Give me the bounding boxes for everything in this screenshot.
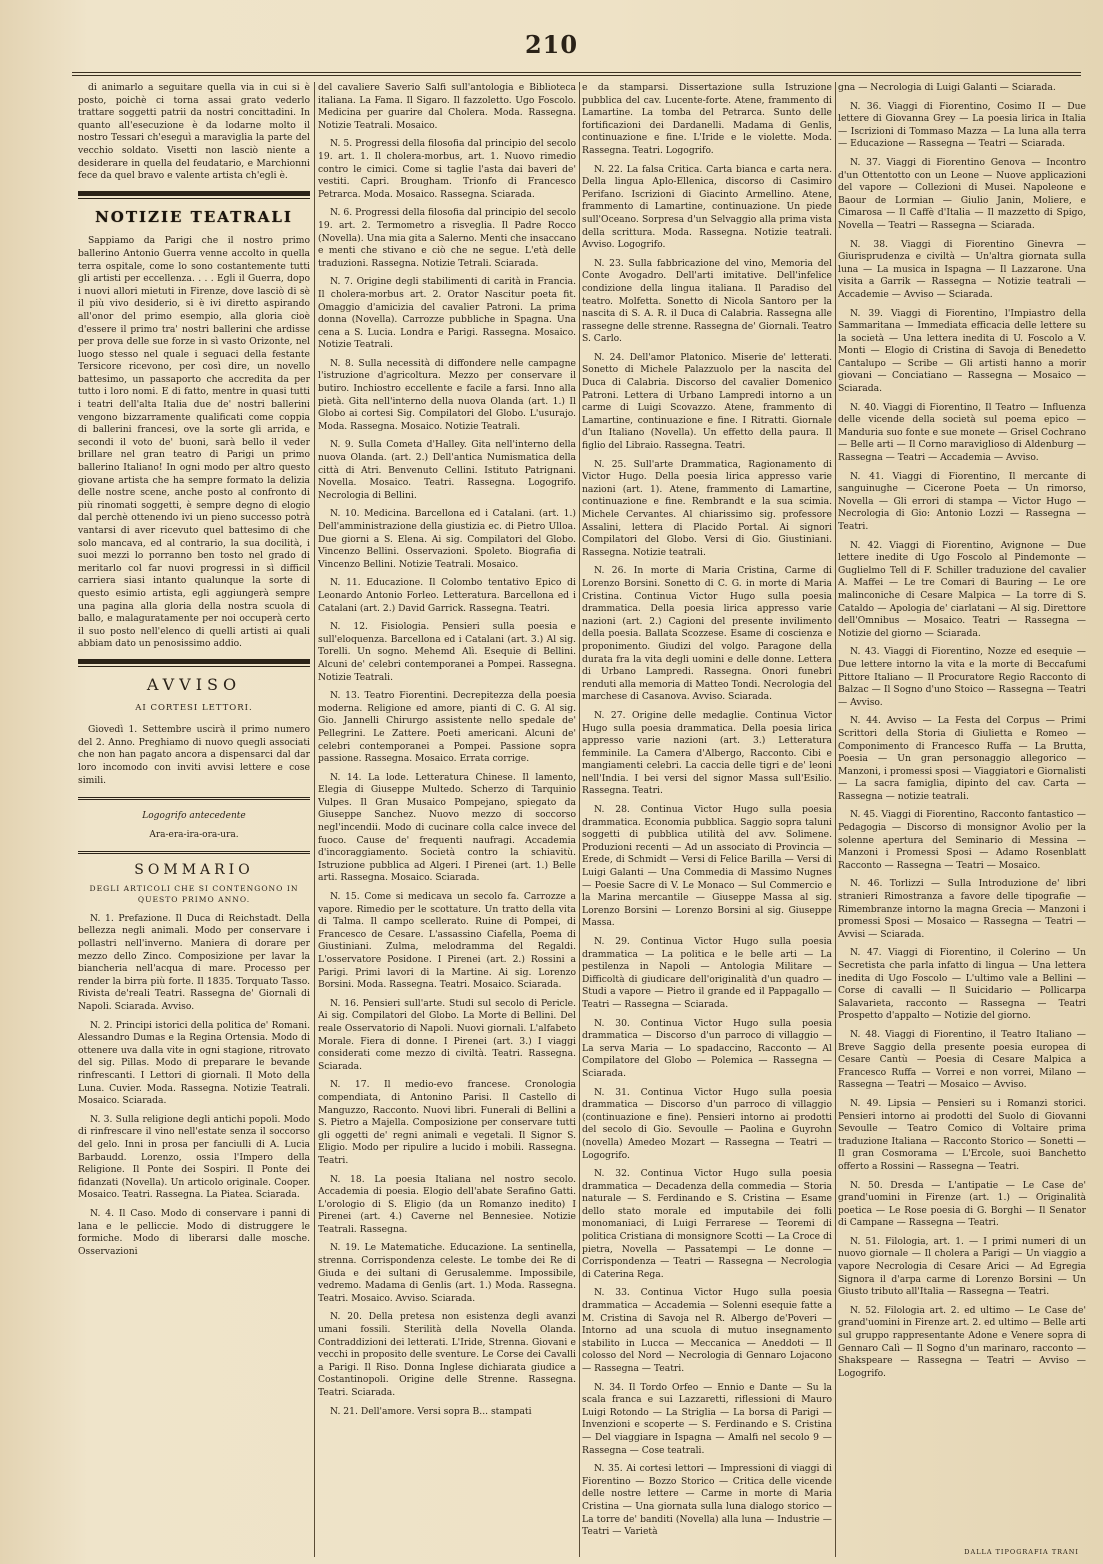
index-entry: N. 52. Filologia art. 2. ed ultimo — Le Case de' grand'uomini in Firenze art. 2. ed ultimo — Belle arti sul gruppo rappresentante Adone e Venere sopra di Gennaro Calì — Il Sogno d'un marinaro, racconto — Shakspeare — Rassegna — Teatri — Avviso — Logogrifo. bbox=[838, 1304, 1086, 1379]
index-entry: N. 14. La lode. Letteratura Chinese. Il lamento, Elegia di Giuseppe Multedo. Scherzo di Tarquinio Vulpes. Il Gran Musaico Pompejano, spiegato da Giuseppe Sanchez. Nuovo mezzo di soccorso negl'incendii. Modo di cucinare colla calce invece del fuoco. Cause de' frequenti naufragi. Accademia d'incoraggiamento. Società contro la schiavitù. Istruzione pubblica ad Algeri. I Pirenei (art. 1.) Belle arti. Rassegna. Mosaico. Sciarada. bbox=[318, 771, 576, 884]
notizie-heading: NOTIZIE TEATRALI bbox=[95, 207, 293, 226]
index-entry: N. 28. Continua Victor Hugo sulla poesia drammatica. Economia pubblica. Saggio sopra taluni soggetti di pubblica utilità del avv. Solimene. Produzioni recenti — Ad un associato di Provincia — Erede, di Schmidt — Versi di Felice Barilla — Versi di Luigi Galanti — Una Commedia di Massimo Nugnes — Poesie Sacre di V. Le Monaco — Sul Commercio e la Marina mercantile — Giuseppe Massa al sig. Lorenzo Borsini — Lorenzo Borsini al sig. Giuseppe Massa. bbox=[582, 804, 832, 929]
index-entry: N. 51. Filologia, art. 1. — I primi numeri di un nuovo giornale — Il cholera a Parigi — Un viaggio a vapore Necrologia di Cesare Arici — Ad Egregia Signora il d'arpa carme di Lorenzo Borsini — Un Giusto tributo all'Italia — Rassegna — Teatri. bbox=[838, 1235, 1086, 1298]
sommario-heading: SOMMARIO bbox=[134, 862, 254, 879]
column-1 bbox=[78, 82, 310, 1552]
index-entry: N. 24. Dell'amor Platonico. Miserie de' letterati. Sonetto di Michele Palazzuolo per la nascita del Duca di Calabria. Discorso del cavalier Domenico Patroni. Lettera di Urbano Lampredi intorno a un carme di Luigi Scovazzo. Atene, frammento di Lamartine, continuazione e fine. I Ritratti. Giornale d'un Italiano (Novella). Un effetto della paura. Il figlio del Libraio. Rassegna. Teatri. bbox=[582, 351, 832, 452]
index-entry: N. 16. Pensieri sull'arte. Studi sul secolo di Pericle. Ai sig. Compilatori del Globo. La Morte di Bellini. Del reale Osservatorio di Napoli. Nuovi giornali. L'alfabeto Morale. Fiera di donne. I Pirenei (art. 3.) I viaggi considerati come mezzo di civiltà. Teatri. Rassegna. Sciarada. bbox=[318, 997, 576, 1072]
index-entry: N. 6. Progressi della filosofia dal principio del secolo 19. art. 2. Termometro a risveglia. Il Padre Rocco (Novella). Una mia gita a Salerno. Menti che insaccano e menti che stivano e ciò che ne segue. L'età delle traduzioni. Rassegna. Notizie Tetrali. Sciarada. bbox=[318, 207, 576, 269]
index-entry: N. 47. Viaggi di Fiorentino, il Colerino — Un Secretista che parla infatto di lingua — Una lettera inedita di Ugo Foscolo — L'ultimo vale a Bellini — Corse di cavalli — Il Suicidario — Pollicarpa Salavarieta, racconto — Rassegna — Teatri Prospetto d'appalto — Notizie del giorno. bbox=[838, 947, 1086, 1022]
index-entry: N. 40. Viaggi di Fiorentino, Il Teatro — Influenza delle vicende della società sul poema epico — Manduria suo fonte e sue monete — Grisel Cochrano — Belle arti — Il Corno maraviglioso di Aldenburg — Rassegna — Teatri — Accademia — Avviso. bbox=[838, 401, 1086, 464]
column-divider bbox=[314, 82, 315, 1557]
index-entry: N. 18. La poesia Italiana nel nostro secolo. Accademia di poesia. Elogio dell'abate Serafino Gatti. L'orologio di S. Eligio (da un Romanzo inedito) I Pirenei (art. 4.) Caverne nel Bennesiee. Notizie Teatrali. Rassegna. bbox=[318, 1173, 576, 1235]
index-entry: e da stamparsi. Dissertazione sulla Istruzione pubblica del cav. Lucente-forte. Atene, frammento di Lamartine. La tomba del Petrarca. Sunto delle fortificazioni dei Dardanelli. Madama di Genlis, continuazione e fine. L'Iride e le violette. Moda. Rassegna. Teatri. Logogrifo. bbox=[582, 82, 832, 156]
column-divider bbox=[579, 82, 580, 1557]
section-rule bbox=[78, 198, 310, 199]
column-4 bbox=[838, 82, 1086, 1552]
index-entry: N. 13. Teatro Fiorentini. Decrepitezza della poesia moderna. Religione ed amore, pianti di C. G. Al sig. Gio. Jannelli Chirurgo assistente nello spedale de' Pellegrini. Le Zattere. Poeti americani. Alcuni de' celebri contemporanei a Pompei. Passione sopra passione. Rassegna. Mosaico. Errata corrige. bbox=[318, 690, 576, 765]
index-entry: N. 8. Sulla necessità di diffondere nelle campagne l'istruzione d'agricoltura. Mezzo per conservare il butiro. Inchiostro eccellente e facile a farsi. Inno alla pietà. Gita nell'interno della nuova Olanda (art. 1.) Il Globo ai cortesi Sig. Compilatori del Globo. L'usurajo. Moda. Rassegna. Mosaico. Notizie Teatrali. bbox=[318, 357, 576, 432]
notizie-paragraph: Sappiamo da Parigi che il nostro primo ballerino Antonio Guerra venne accolto in quella terra ospitale, come lo sono costantemente tutti gli artisti per eccellenza. . . . Egli il Guerra, dopo i nuovi allori mietuti in Firenze, dove lasciò di sè il più vivo desiderio, si è ivi diretto aspirando all'onor del primo esempio, alla gloria cioè d'essere il primo tra' nostri ballerini che ardisse per prova delle sue forze in sì vasto Orizonte, nel luogo stesso nel quale i seguaci della festante Tersicore ricevono, per così dire, un novello battesimo, un passaporto che accredita da per tutto i loro nomi. E di fatto, mentre in quasi tutti i teatri dell'alta Italia due de' nostri ballerini vengono bizzarramente qualificati come coppia di ballerini francesi, ove la sorte gli arrida, e secondi il voto de' buoni, sarà bello il veder brillare nel gran teatro di Parigi un primo ballerino Italiano! In ogni modo per altro questo giovane artista che ha sempre formato la delizia delle nostre scene, anche posto al confronto di più rinomati soggetti, è sempre degno di elogio dal perchè ottenendo ivi un pieno successo potrà vantarsi di aver ricevuto quel battesimo di che solo mancava, ed al contrario, la sua docilità, i suoi mezzi lo porranno ben tosto nel grado di meritarlo col far nuovi progressi in sì difficil carriera siasi intanto qualunque la sorte di questo esimio artista, egli aggiungerà sempre una pagina alla gloria della nostra scuola di ballo, e malaguratamente per noi occuperà certo il suo posto nell'elenco di quelli artisti ai quali abbiam dato un penosissimo addio. bbox=[78, 235, 310, 650]
index-entry: N. 3. Sulla religione degli antichi popoli. Modo di rinfrescare il vino nell'estate senza il soccorso del gelo. Inni in prosa per fanciulli di A. Lucia Barbaudd. Lorenzo, ossia l'Impero della Religione. Il Ponte dei Sospiri. Il Ponte dei fidanzati (Novella). Un articolo originale. Cooper. Mosaico. Teatri. Rassegna. La Piatea. Sciarada. bbox=[78, 1113, 310, 1201]
avviso-paragraph: Giovedì 1. Settembre uscirà il primo numero del 2. Anno. Preghiamo di nuovo quegli associati che non han pagato ancora a dispensarci dal dar loro incomodo con inviti avvisi lettere e cose simili. bbox=[78, 724, 310, 786]
column-divider bbox=[835, 82, 836, 1557]
page-number: 210 bbox=[524, 30, 579, 59]
index-entry: N. 49. Lipsia — Pensieri su i Romanzi storici. Pensieri intorno ai prodotti del Suolo di Giovanni Sevoulle — Teatro Comico di Voltaire prima traduzione Italiana — Racconto Storico — Sonetti — Il gran Cosmorama — L'Ercole, suoi Banchetto offerto a Rossini — Rassegna — Teatri. bbox=[838, 1097, 1086, 1172]
index-entry: N. 26. In morte di Maria Cristina, Carme di Lorenzo Borsini. Sonetto di C. G. in morte di Maria Cristina. Continua Victor Hugo sulla poesia drammatica. Della poesia lirica appresso varie nazioni (art. 2.) Cagioni del presente invilimento della poesia. Ballata Scozzese. Esame di coscienza e proponimento. Giudizi del volgo. Paragone della durata fra la vita degli uomini e delle donne. Lettera di Urbano Lampredi. Rassegna. Onori funebri renduti alla memoria di Matteo Tondi. Necrologia del marchese di Casanova. Avviso. Sciarada. bbox=[582, 565, 832, 703]
column-2 bbox=[318, 82, 576, 1552]
avviso-heading: AVVISO bbox=[146, 674, 242, 694]
index-entry: N. 2. Principi istorici della politica de' Romani. Alessandro Dumas e la Regina Ortensia. Modo di ottenere uva dalla vite in ogni stagione, ritrovato del sig. Pillas. Modo di preparare le bevande rinfrescanti. I Lettori di giornali. Il Moto della Luna. Cuvier. Moda. Rassegna. Notizie Teatrali. Mosaico. Sciarada. bbox=[78, 1019, 310, 1107]
index-entry: N. 44. Avviso — La Festa del Corpus — Primi Scrittori della Storia di Giulietta e Romeo — Componimento di Francesco Ruffa — La Brutta, Poesia — Un gran personaggio allegorico — Manzoni, i promessi sposi — Viaggiatori e Giornalisti — La sacra famiglia, dipinto del cav. Carta — Rassegna — notizie teatrali. bbox=[838, 715, 1086, 802]
index-entry: N. 22. La falsa Critica. Carta bianca e carta nera. Della lingua Aplo-Ellenica, discorso di Casimiro Perifano. Iscrizioni di Giacinto Armellino. Atene, frammento di Lamartine, continuazione. Un piede sull'Oceano. Sorpresa d'un Selvaggio alla prima vista della scrittura. Moda. Rassegna. Notizie teatrali. Avviso. Logogrifo. bbox=[582, 163, 832, 251]
index-entry: N. 31. Continua Victor Hugo sulla poesia drammatica — Discorso d'un parroco di villaggio (continuazione e fine). Pensieri intorno ai prodotti del secolo di Gio. Sevoulle — Paolina e Guyrohn (novella) Amedeo Mozart — Rassegna — Teatri — Logogrifo. bbox=[582, 1086, 832, 1161]
index-entry: N. 34. Il Tordo Orfeo — Ennio e Dante — Su la scala franca e sui Lazzaretti, riflessioni di Mauro Luigi Rotondo — La Striglia — La borsa di Parigi — Invenzioni e scoperte — S. Ferdinando e S. Cristina — Del viaggiare in Ispagna — Amalfi nel secolo 9 — Rassegna — Cose teatrali. bbox=[582, 1381, 832, 1456]
section-rule bbox=[78, 797, 310, 800]
index-entry: N. 17. Il medio-evo francese. Cronologia compendiata, di Antonino Parisi. Il Castello di Manguzzo, Racconto. Nuovi libri. Funerali di Bellini a S. Pietro a Majella. Composizione per conservare tutti gli oggetti de' regni animali e vegetali. Il Signor S. Eligio. Modo per ripulire a lucido i mobili. Rassegna. Teatri. bbox=[318, 1079, 576, 1166]
logogrifo-heading: Logogrifo antecedente bbox=[142, 811, 246, 822]
index-entry: N. 10. Medicina. Barcellona ed i Catalani. (art. 1.) Dell'amministrazione della giustizia ec. di Pietro Ulloa. Due giorni a S. Elena. Ai sig. Compilatori del Globo. Vincenzo Bellini. Osservazioni. Spoleto. Biografia di Vincenzo Bellini. Notizie Teatrali. Mosaico. bbox=[318, 508, 576, 570]
index-entry: N. 48. Viaggi di Fiorentino, il Teatro Italiano — Breve Saggio della presente poesia europea di Cesare Cantù — Poesia di Cesare Malpica a Francesco Ruffa — Vorrei e non vorrei, Milano — Rassegna — Teatri — Mosaico — Avviso. bbox=[838, 1028, 1086, 1091]
index-entry: N. 4. Il Caso. Modo di conservare i panni di lana e le pelliccie. Modo di distruggere le formiche. Modo di liberarsi dalle mosche. Osservazioni bbox=[78, 1207, 310, 1257]
index-entry: N. 5. Progressi della filosofia dal principio del secolo 19. art. 1. Il cholera-morbus, art. 1. Nuovo rimedio contro le cimici. Come si taglie l'asta dai baveri de' vestiti. Capri. Brougham. Trionfo di Francesco Petrarca. Moda. Mosaico. Rassegna. Sciarada. bbox=[318, 138, 576, 200]
index-entry: N. 19. Le Matematiche. Educazione. La sentinella, strenna. Corrispondenza celeste. Le tombe dei Re di Giuda e dei sultani di Gerusalemme. Impossibile, vedremo. Madama di Genlis (art. 1.) Moda. Rassegna. Teatri. Mosaico. Avviso. Sciarada. bbox=[318, 1242, 576, 1304]
index-entry: del cavaliere Saverio Salfi sull'antologia e Biblioteca italiana. La Fama. Il Sigaro. Il fazzoletto. Ugo Foscolo. Medicina per guarire dal Cholera. Moda. Rassegna. Notizie Teatrali. Mosaico. bbox=[318, 82, 576, 131]
logogrifo-answer: Ara-era-ira-ora-ura. bbox=[149, 829, 239, 840]
section-rule bbox=[78, 666, 310, 667]
printer-imprint: DALLA TIPOGRAFIA TRANI bbox=[964, 1548, 1079, 1556]
index-entry: N. 32. Continua Victor Hugo sulla poesia drammatica — Decadenza della commedia — Storia naturale — S. Ferdinando e S. Cristina — Esame dello stato morale ed imputabile dei folli monomaniaci, di Luigi Ferrarese — Teoremi di politica Cristiana di monsignore Scotti — La Croce di pietra, Novella — Passatempi — Le donne — Corrispondenza — Teatri — Rassegna — Necrologia di Caterina Rega. bbox=[582, 1168, 832, 1280]
index-entry: N. 21. Dell'amore. Versi sopra B... stampati bbox=[330, 1405, 532, 1417]
index-entry: N. 46. Torlizzi — Sulla Introduzione de' libri stranieri Rimostranza a favore delle tipografie — Rimembranze intorno la magna Grecia — Manzoni i promessi Sposi — Mosaico — Rassegna — Teatri — Avvisi — Sciarada. bbox=[838, 878, 1086, 940]
index-entry: N. 9. Sulla Cometa d'Halley. Gita nell'interno della nuova Olanda. (art. 2.) Dell'antica Numismatica della città di Atri. Benvenuto Cellini. Istituto Patrignani. Novella. Mosaico. Teatri. Rassegna. Logogrifo. Necrologia di Bellini. bbox=[318, 439, 576, 501]
index-entry: N. 36. Viaggi di Fiorentino, Cosimo II — Due lettere di Giovanna Grey — La poesia lirica in Italia — Iscrizioni di Tommaso Mazza — La luna alla terra — Educazione — Rassegna — Teatri — Sciarada. bbox=[838, 100, 1086, 150]
avviso-subheading: AI CORTESI LETTORI. bbox=[135, 702, 253, 713]
index-entry: N. 15. Come si medicava un secolo fa. Carrozze a vapore. Rimedio per le scottature. Un tratto della vita di Talma. Il campo scellerato. Ruine di Pompei, di Francesco de Cesare. L'assassino Ciafella, Poema di Giustiniani. Zulma, melodramma del Regaldi. L'osservatore Posidone. I Pirenei (art. 2.) Rossini a Parigi. Primi lavori di la Martine. Ai sig. Lorenzo Borsini. Moda. Rassegna. Teatri. Mosaico. Sciarada. bbox=[318, 891, 576, 991]
index-entry: N. 30. Continua Victor Hugo sulla poesia drammatica — Discorso d'un parroco di villaggio — La serva Maria — Lo spadaccino, Racconto — Al Compilatore del Globo — Polemica — Rassegna — Sciarada. bbox=[582, 1017, 832, 1079]
index-entry: N. 42. Viaggi di Fiorentino, Avignone — Due lettere inedite di Ugo Foscolo al Pindemonte — Guglielmo Tell di F. Schiller traduzione del cavalier A. Maffei — Le tre Comari di Bauring — Le ore malinconiche di Cesare Malpica — La torre di S. Cataldo — Apologia de' ciarlatani — Al sig. Direttore dell'Omnibus — Mosaico. Teatri — Rassegna — Notizie del giorno — Sciarada. bbox=[838, 539, 1086, 639]
index-entry: N. 33. Continua Victor Hugo sulla poesia drammatica — Accademia — Solenni esequie fatte a M. Cristina di Savoja nel R. Albergo de'Poveri — Intorno ad una scuola di mutuo insegnamento stabilito in Lucca — Meccanica — Aneddoti — Il colosso del Nord — Necrologia di Gennaro Lojacono — Rassegna — Teatri. bbox=[582, 1287, 832, 1374]
header-rule bbox=[72, 72, 1081, 76]
index-entry: N. 20. Della pretesa non esistenza degli avanzi umani fossili. Sterilità della Novella Olanda. Contraddizioni dei letterati. L'Iride, Strenna. Giovani e vecchi in proposito delle sventure. Le Corse dei Cavalli a Parigi. Il Riso. Donna Inglese dichiarata giudice a Costantinopoli. Origine delle Strenne. Rassegna. Teatri. Sciarada. bbox=[318, 1311, 576, 1398]
index-entry: N. 37. Viaggi di Fiorentino Genova — Incontro d'un Ottentotto con un Leone — Nuove applicazioni del vapore — Collezioni di Musei. Napoleone e Baour de Lormian — Giulio Janin, Moliere, e Cimarosa — Il Caffè d'Italia — Il mazzetto di Spigo, Novella — Teatri — Rassegna — Sciarada. bbox=[838, 156, 1086, 231]
index-entry: N. 12. Fisiologia. Pensieri sulla poesia e sull'eloquenza. Barcellona ed i Catalani (art. 3.) Al sig. Torelli. Un sogno. Mehemd Alì. Esequie di Bellini. Alcuni de' celebri contemporanei a Pompei. Rassegna. Notizie Teatrali. bbox=[318, 621, 576, 683]
index-entry: N. 38. Viaggi di Fiorentino Ginevra — Giurisprudenza e civiltà — Un'altra giornata sulla luna — La musica in Ispagna — Il Lazzarone. Una visita a Garrik — Rassegna — Notizie teatrali — Accademie — Avviso — Sciarada. bbox=[838, 238, 1086, 300]
sommario-subheading: DEGLI ARTICOLI CHE SI CONTENGONO IN QUESTO PRIMO ANNO. bbox=[89, 883, 299, 904]
index-entry: N. 27. Origine delle medaglie. Continua Victor Hugo sulla poesia drammatica. Della poesia lirica appresso varie nazioni (art. 3.) Letteratura femminile. La Camera d'Albergo, Racconto. Cibi e mangiamenti celebri. La caccia delle tigri e de' leoni nell'India. I bei versi del signor Massa sull'Esilio. Rassegna. Teatri. bbox=[582, 709, 832, 797]
section-rule bbox=[78, 659, 310, 664]
index-entry: N. 23. Sulla fabbricazione del vino, Memoria del Conte Avogadro. Dell'arti imitative. Dell'infelice condizione della lingua italiana. Il Paradiso del teatro. Molfetta. Sonetto di Nicola Santoro per la nascita di S. A. R. il Duca di Calabria. Rassegna alle rassegne delle strenne. Rassegna de' Giornali. Teatro S. Carlo. bbox=[582, 257, 832, 345]
index-entry: N. 43. Viaggi di Fiorentino, Nozze ed esequie — Due lettere intorno la vita e la morte di Beccafumi Pittore Italiano — Il Procuratore Regio Racconto di Balzac — Il Sogno d'uno Stoico — Rassegna — Teatri — Avviso. bbox=[838, 646, 1086, 708]
index-entry: N. 50. Dresda — L'antipatie — Le Case de' grand'uomini in Firenze (art. 1.) — Originalità poetica — Le Rose poesia di G. Borghi — Il Senator di Campane — Rassegna — Teatri. bbox=[838, 1179, 1086, 1229]
index-entry: N. 29. Continua Victor Hugo sulla poesia drammatica — La politica e le belle arti — La pestilenza in Napoli — Antologia Militare — Difficoltà di giudicare dell'originalità d'un quadro — Studi a vapore — Pietro il grande ed il Pappagallo — Teatri — Rassegna — Sciarada. bbox=[582, 936, 832, 1010]
column-3 bbox=[582, 82, 832, 1552]
index-entry: N. 7. Origine degli stabilimenti di carità in Francia. Il cholera-morbus art. 2. Orator Nascitur poeta fit. Omaggio d'amicizia del cavalier Patroni. La prima donna (Novella). Carrozze pubbliche in Spagna. Una cena a S. Lucia. Londra e Parigi. Rassegna. Mosaico. Notizie Teatrali. bbox=[318, 276, 576, 351]
index-entry: N. 35. Ai cortesi lettori — Impressioni di viaggi di Fiorentino — Bozzo Storico — Critica delle vicende delle nostre lettere — Carme in morte di Maria Cristina — Una giornata sulla luna dialogo storico — La torre de' banditi (Novella) alla luna — Industrie — Teatri — Varietà bbox=[582, 1463, 832, 1538]
section-rule bbox=[78, 191, 310, 196]
index-entry: N. 45. Viaggi di Fiorentino, Racconto fantastico — Pedagogia — Discorso di monsignor Avolio per la solenne apertura del Seminario di Messina — Manzoni i Promessi Sposi — Adamo Rosenblatt Racconto — Rassegna — Teatri — Mosaico. bbox=[838, 809, 1086, 871]
index-entry: N. 1. Prefazione. Il Duca di Reichstadt. Della bellezza negli animali. Modo per conservare i pollastri nell'inverno. Maniera di dorare per mezzo dello Zinco. Composizione per lavar la biancheria nell'acqua di mare. Processo per render la birra più forte. Il 1835. Torquato Tasso. Rivista de'reali Teatri. Rassegna de' Giornali di Napoli. Sciarada. Avviso. bbox=[78, 912, 310, 1013]
index-entry: N. 25. Sull'arte Drammatica, Ragionamento di Victor Hugo. Della poesia lirica appresso varie nazioni (art. 1). Atene, frammento di Lamartine, continuazione e fine. Rembrandt e la sua scimia. Michele Cervantes. Al chiarissimo sig. professore Assalini, lettera di Placido Portal. Ai signori Compilatori del Globo. Versi di Gio. Giustiniani. Rassegna. Notizie teatrali. bbox=[582, 458, 832, 558]
intro-paragraph: di animarlo a seguitare quella via in cui si è posto, poichè ci torna assai grato vederlo trattare soggetti patrii da nostri concittadini. In quanto all'esecuzione è da lodarne molto il nostro Tessari ch'eseguì a maraviglia la parte del vecchio soldato. Visetti non lasciò niente a desiderare in quella del feudatario, e Marchionni fece da quel bravo e valente artista ch'egli è. bbox=[78, 82, 310, 182]
index-entry: gna — Necrologia di Luigi Galanti — Sciarada. bbox=[838, 82, 1056, 93]
section-rule bbox=[78, 851, 310, 854]
index-entry: N. 11. Educazione. Il Colombo tentativo Epico di Leonardo Antonio Forleo. Letteratura. Barcellona ed i Catalani (art. 2.) David Garrick. Rassegna. Teatri. bbox=[318, 577, 576, 614]
index-entry: N. 41. Viaggi di Fiorentino, Il mercante di sanguinughe — Cicerone Poeta — Un rimorso, Novella — Gli errori di stampa — Victor Hugo — Necrologia di Gio: Antonio Lozzi — Rassegna — Teatri. bbox=[838, 470, 1086, 532]
index-entry: N. 39. Viaggi di Fiorentino, l'Impiastro della Sammaritana — Immediata efficacia delle lettere su la società — Una lettera inedita di U. Foscolo a V. Monti — Elogio di Cristina di Savoja di Benedetto Cantalupo — Scribe — Gli artisti hanno a morir giovani — Conciatiano — Rassegna — Mosaico — Sciarada. bbox=[838, 307, 1086, 395]
